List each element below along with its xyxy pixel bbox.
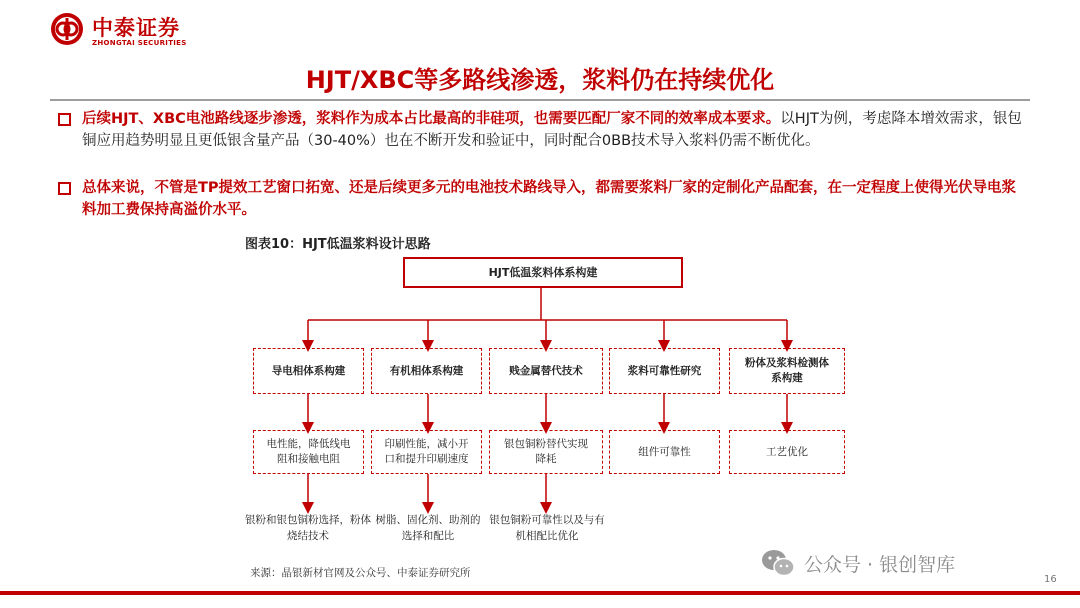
- brand-name-en: ZHONGTAI SECURITIES: [92, 39, 187, 47]
- leaf-note: 树脂、固化剂、助剂的选择和配比: [375, 514, 481, 542]
- bullet-1-text: 以HJT为例，考虑降本增效需求，银包铜应用趋势明显且更低银含量产品（30-40%）也在不断开发和验证中，同时配合0BB技术导入浆料仍需不断优化。: [82, 111, 1022, 149]
- category-node: 有机相体系构建: [371, 348, 482, 394]
- category-node: 粉体及浆料检测体系构建: [729, 348, 845, 394]
- page-title: HJT/XBC等多路线渗透，浆料仍在持续优化: [305, 66, 775, 94]
- bullet-1-highlight: 后续HJT、XBC电池路线逐步渗透，浆料作为成本占比最高的非硅项，也需要匹配厂家不同的效率成本要求。: [82, 111, 781, 127]
- watermark: [760, 548, 955, 578]
- bullet-2-highlight: 总体来说，不管是TP提效工艺窗口拓宽、还是后续更多元的电池技术路线导入，都需要浆料厂家的定制化产品配套，在一定程度上使得光伏导电浆料加工费保持高溢价水平。: [82, 180, 1017, 218]
- figure-caption: 图表10：HJT低温浆料设计思路: [245, 237, 431, 252]
- detail-node: 工艺优化: [729, 430, 845, 474]
- flowchart-root: HJT低温浆料体系构建: [403, 257, 683, 288]
- detail-node: 电性能，降低线电阻和接触电阻: [253, 430, 364, 474]
- leaf-note: 银粉和银包铜粉选择，粉体烧结技术: [245, 514, 371, 542]
- wechat-icon: [760, 548, 796, 578]
- footer-bar: [0, 591, 1080, 595]
- brand-name: 中泰证券: [92, 16, 180, 40]
- category-node: 导电相体系构建: [253, 348, 364, 394]
- detail-node: 印刷性能，减小开口和提升印刷速度: [371, 430, 482, 474]
- page-number: 16: [1044, 574, 1057, 585]
- detail-node: 组件可靠性: [609, 430, 720, 474]
- category-node: 浆料可靠性研究: [609, 348, 720, 394]
- source-note: 来源：晶银新材官网及公众号、中泰证券研究所: [250, 567, 471, 579]
- detail-node: 银包铜粉替代实现降耗: [489, 430, 603, 474]
- watermark-text: 公众号 · 银创智库: [804, 553, 956, 576]
- leaf-note: 银包铜粉可靠性以及与有机相配比优化: [489, 514, 605, 542]
- category-node: 贱金属替代技术: [489, 348, 603, 394]
